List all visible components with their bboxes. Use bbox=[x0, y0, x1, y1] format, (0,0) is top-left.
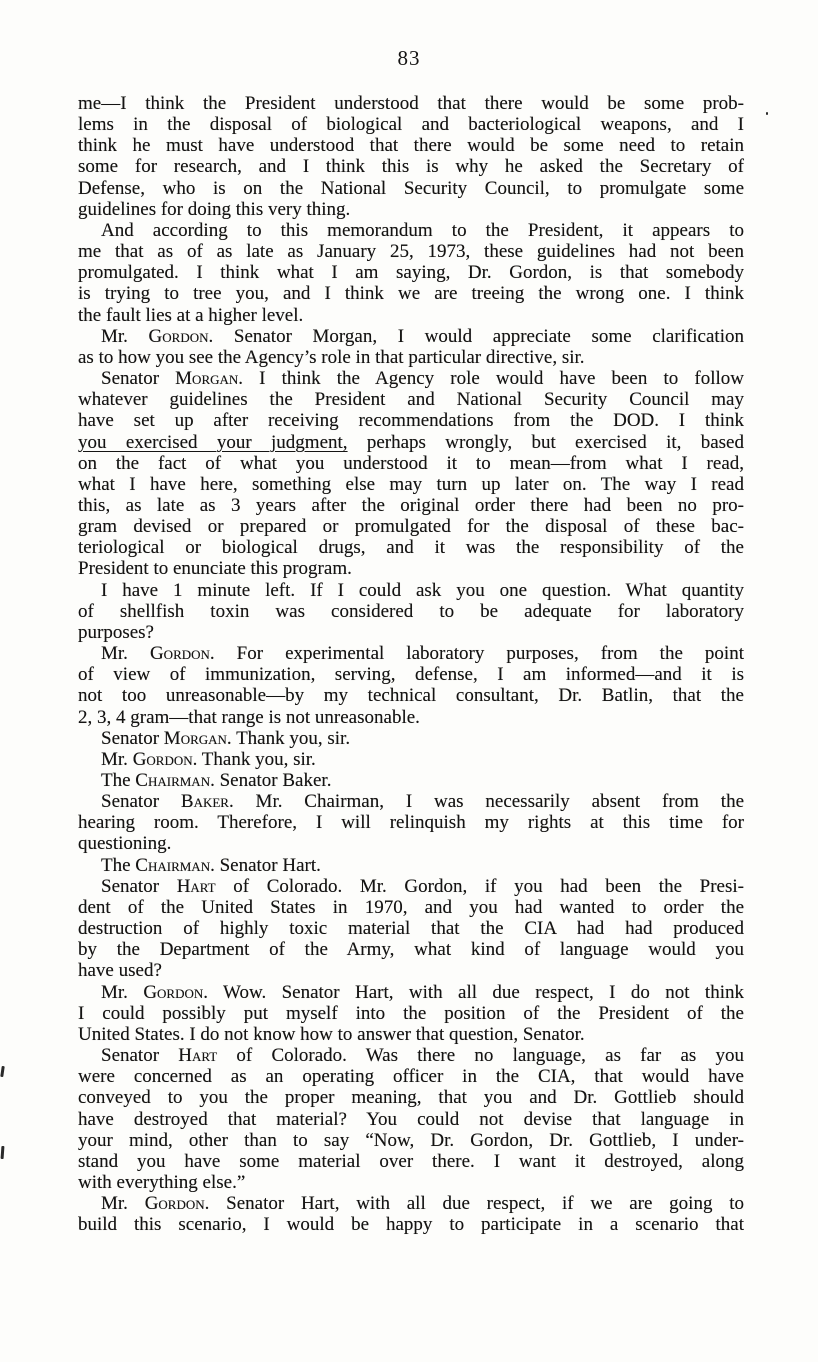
text-run: build this scenario, I would be happy to participate in a scenario that bbox=[78, 1214, 744, 1236]
text-line bbox=[78, 960, 744, 981]
text-line bbox=[78, 220, 744, 241]
text-run: Mr. bbox=[101, 981, 144, 1003]
text-run: your mind, other than to say “Now, Dr. Gordon, Dr. Gottlieb, I under- bbox=[78, 1129, 744, 1151]
text-run: as to how you see the Agency’s role in that particular directive, sir. bbox=[78, 346, 585, 368]
text-run: of Colorado. Was there no language, as far as you bbox=[217, 1045, 744, 1067]
text-line bbox=[78, 1151, 744, 1172]
text-line bbox=[78, 93, 744, 114]
text-run: Senator bbox=[101, 875, 177, 897]
text-line bbox=[78, 453, 744, 474]
text-line bbox=[78, 1109, 744, 1130]
text-run: hearing room. Therefore, I will relinquish my rights at this time for bbox=[78, 812, 744, 834]
text-line bbox=[78, 135, 744, 156]
paragraph bbox=[78, 982, 744, 1045]
speaker-name: Morgan bbox=[163, 727, 227, 749]
text-run: . Senator Hart, with all due respect, if we are going to bbox=[204, 1193, 744, 1215]
underlined-text-artifact: you exercised your judgment, bbox=[78, 431, 348, 453]
text-line bbox=[78, 833, 744, 854]
text-line bbox=[78, 389, 744, 410]
text-run: Mr. bbox=[101, 1193, 145, 1215]
text-run: . Senator Hart. bbox=[210, 854, 321, 876]
text-line bbox=[78, 537, 744, 558]
paragraph bbox=[78, 643, 744, 728]
text-line bbox=[78, 1172, 744, 1193]
speaker-name: Gordon bbox=[144, 1193, 205, 1215]
text-line bbox=[78, 728, 744, 749]
speaker-name: Gordon bbox=[149, 643, 210, 665]
text-line bbox=[78, 474, 744, 495]
text-line bbox=[78, 368, 744, 389]
text-run: purposes? bbox=[78, 621, 154, 643]
text-run: . I think the Agency role would have been to follow bbox=[238, 368, 744, 390]
text-line bbox=[78, 347, 744, 368]
text-run: dent of the United States in 1970, and you had wanted to order the bbox=[78, 896, 744, 918]
text-line bbox=[78, 495, 744, 516]
paragraph bbox=[78, 728, 744, 749]
text-run: . Mr. Chairman, I was necessarily absent from the bbox=[228, 791, 745, 813]
text-line bbox=[78, 432, 744, 453]
text-line bbox=[78, 410, 744, 431]
speaker-name: Chairman bbox=[135, 770, 211, 791]
paragraph bbox=[78, 855, 744, 876]
paragraph bbox=[78, 368, 744, 580]
text-run: stand you have some material over there. I want it destroyed, along bbox=[78, 1150, 744, 1172]
text-run: lems in the disposal of biological and bacteriological weapons, and I bbox=[78, 114, 744, 136]
text-line bbox=[78, 812, 744, 833]
text-line bbox=[78, 580, 744, 601]
paragraph bbox=[78, 220, 744, 326]
text-run: 2, 3, 4 gram—that range is not unreasonable. bbox=[78, 706, 420, 728]
text-run: I could possibly put myself into the position of the President of the bbox=[78, 1002, 744, 1024]
text-run: is trying to tree you, and I think we are treeing the wrong one. I think bbox=[78, 283, 744, 305]
text-run: whatever guidelines the President and National Security Council may bbox=[78, 389, 744, 411]
text-line bbox=[78, 855, 744, 876]
speaker-name: Gordon bbox=[148, 325, 209, 347]
speaker-name: Morgan bbox=[175, 368, 239, 390]
text-run: have set up after receiving recommendations from the DOD. I think bbox=[78, 410, 744, 432]
text-line bbox=[78, 876, 744, 897]
text-line bbox=[78, 262, 744, 283]
paragraph bbox=[78, 1193, 744, 1235]
paragraph bbox=[78, 791, 744, 854]
text-line bbox=[78, 1045, 744, 1066]
text-run: Senator bbox=[101, 727, 164, 749]
text-run: on the fact of what you understood it to mean—from what I read, bbox=[78, 452, 744, 474]
text-line bbox=[78, 1193, 744, 1214]
paragraph bbox=[78, 876, 744, 982]
text-line bbox=[78, 601, 744, 622]
paragraph bbox=[78, 93, 744, 220]
text-run: conveyed to you the proper meaning, that you and Dr. Gottlieb should bbox=[78, 1087, 744, 1109]
text-line bbox=[78, 770, 744, 791]
text-line bbox=[78, 558, 744, 579]
text-run: Senator bbox=[101, 1045, 179, 1067]
text-run: some for research, and I think this is why he asked the Secretary of bbox=[78, 156, 744, 178]
text-line bbox=[78, 749, 744, 770]
text-run: have used? bbox=[78, 960, 162, 982]
paragraph bbox=[78, 1045, 744, 1193]
text-run: destruction of highly toxic material that the CIA had had produced bbox=[78, 918, 744, 940]
text-line bbox=[78, 685, 744, 706]
speaker-name: Hart bbox=[178, 1045, 218, 1067]
text-run: with everything else.” bbox=[78, 1171, 246, 1193]
text-line bbox=[78, 241, 744, 262]
text-line bbox=[78, 707, 744, 728]
text-run: And according to this memorandum to the President, it appears to bbox=[101, 219, 744, 241]
text-line bbox=[78, 1003, 744, 1024]
text-line bbox=[78, 664, 744, 685]
text-line bbox=[78, 1087, 744, 1108]
text-run: what I have here, something else may turn up later on. The way I read bbox=[78, 473, 744, 495]
text-run: perhaps wrongly, but exercised it, based bbox=[347, 431, 744, 453]
text-run: . Thank you, sir. bbox=[226, 727, 351, 749]
text-run: Senator bbox=[101, 368, 176, 390]
page-number: 83 bbox=[397, 46, 421, 70]
text-line bbox=[78, 791, 744, 812]
text-run: this, as late as 3 years after the original order there had been no pro- bbox=[78, 494, 744, 516]
text-line bbox=[78, 918, 744, 939]
scan-artifact bbox=[766, 112, 768, 115]
text-line bbox=[78, 178, 744, 199]
speaker-name: Gordon bbox=[143, 981, 204, 1003]
paragraph bbox=[78, 580, 744, 643]
text-run: of view of immunization, serving, defense, I am informed—and it is bbox=[78, 664, 744, 686]
speaker-name: Chairman bbox=[135, 854, 211, 876]
text-line bbox=[78, 897, 744, 918]
text-run: Senator bbox=[101, 791, 181, 813]
speaker-name: Hart bbox=[176, 875, 216, 897]
text-line bbox=[78, 982, 744, 1003]
text-run: the fault lies at a higher level. bbox=[78, 304, 304, 326]
text-run: The bbox=[101, 854, 136, 876]
text-run: Mr. bbox=[101, 325, 149, 347]
speaker-name: Gordon bbox=[132, 748, 193, 770]
text-run: . Thank you, sir. bbox=[192, 748, 316, 770]
text-run: Mr. bbox=[101, 748, 133, 770]
text-run: not too unreasonable—by my technical consultant, Dr. Batlin, that the bbox=[78, 685, 744, 707]
text-run: me—I think the President understood that there would be some prob- bbox=[78, 93, 744, 114]
text-line bbox=[78, 643, 744, 664]
text-run: . For experimental laboratory purposes, from the point bbox=[209, 643, 744, 665]
text-line bbox=[78, 199, 744, 220]
text-run: of Colorado. Mr. Gordon, if you had been the Presi- bbox=[215, 875, 744, 897]
text-run: United States. I do not know how to answer that question, Senator. bbox=[78, 1023, 585, 1045]
text-line bbox=[78, 283, 744, 304]
paragraph bbox=[78, 749, 744, 770]
text-line bbox=[78, 156, 744, 177]
text-line bbox=[78, 305, 744, 326]
text-run: . Wow. Senator Hart, with all due respect, I do not think bbox=[203, 981, 744, 1003]
transcript-body bbox=[78, 93, 744, 1235]
text-line bbox=[78, 114, 744, 135]
text-run: of shellfish toxin was considered to be adequate for laboratory bbox=[78, 600, 744, 622]
text-run: think he must have understood that there would be some need to retain bbox=[78, 135, 744, 157]
text-run: The bbox=[101, 770, 136, 791]
scan-artifact bbox=[1, 1146, 5, 1159]
text-line bbox=[78, 1066, 744, 1087]
text-line bbox=[78, 1024, 744, 1045]
paragraph bbox=[78, 770, 744, 791]
text-line bbox=[78, 622, 744, 643]
text-run: I have 1 minute left. If I could ask you one question. What quantity bbox=[101, 579, 744, 601]
text-line bbox=[78, 1214, 744, 1235]
text-line bbox=[78, 516, 744, 537]
text-run: by the Department of the Army, what kind of language would you bbox=[78, 939, 744, 961]
text-run: Defense, who is on the National Security Council, to promulgate some bbox=[78, 177, 744, 199]
text-run: me that as of as late as January 25, 1973, these guidelines had not been bbox=[78, 241, 744, 263]
text-run: gram devised or prepared or promulgated for the disposal of these bac- bbox=[78, 516, 744, 538]
text-run: President to enunciate this program. bbox=[78, 558, 352, 580]
scan-artifact bbox=[0, 1066, 5, 1077]
text-run: Mr. bbox=[101, 643, 150, 665]
text-run: questioning. bbox=[78, 833, 172, 855]
text-run: . Senator Morgan, I would appreciate some clarification bbox=[208, 325, 744, 347]
speaker-name: Baker bbox=[180, 791, 229, 813]
paragraph bbox=[78, 326, 744, 368]
text-run: . Senator Baker. bbox=[210, 770, 332, 791]
text-run: were concerned as an operating officer in the CIA, that would have bbox=[78, 1066, 744, 1088]
text-run: promulgated. I think what I am saying, Dr. Gordon, is that somebody bbox=[78, 262, 744, 284]
text-line bbox=[78, 1130, 744, 1151]
text-run: have destroyed that material? You could not devise that language in bbox=[78, 1108, 744, 1130]
text-line bbox=[78, 326, 744, 347]
text-run: guidelines for doing this very thing. bbox=[78, 198, 351, 220]
text-line bbox=[78, 939, 744, 960]
text-run: teriological or biological drugs, and it was the responsibility of the bbox=[78, 537, 744, 559]
